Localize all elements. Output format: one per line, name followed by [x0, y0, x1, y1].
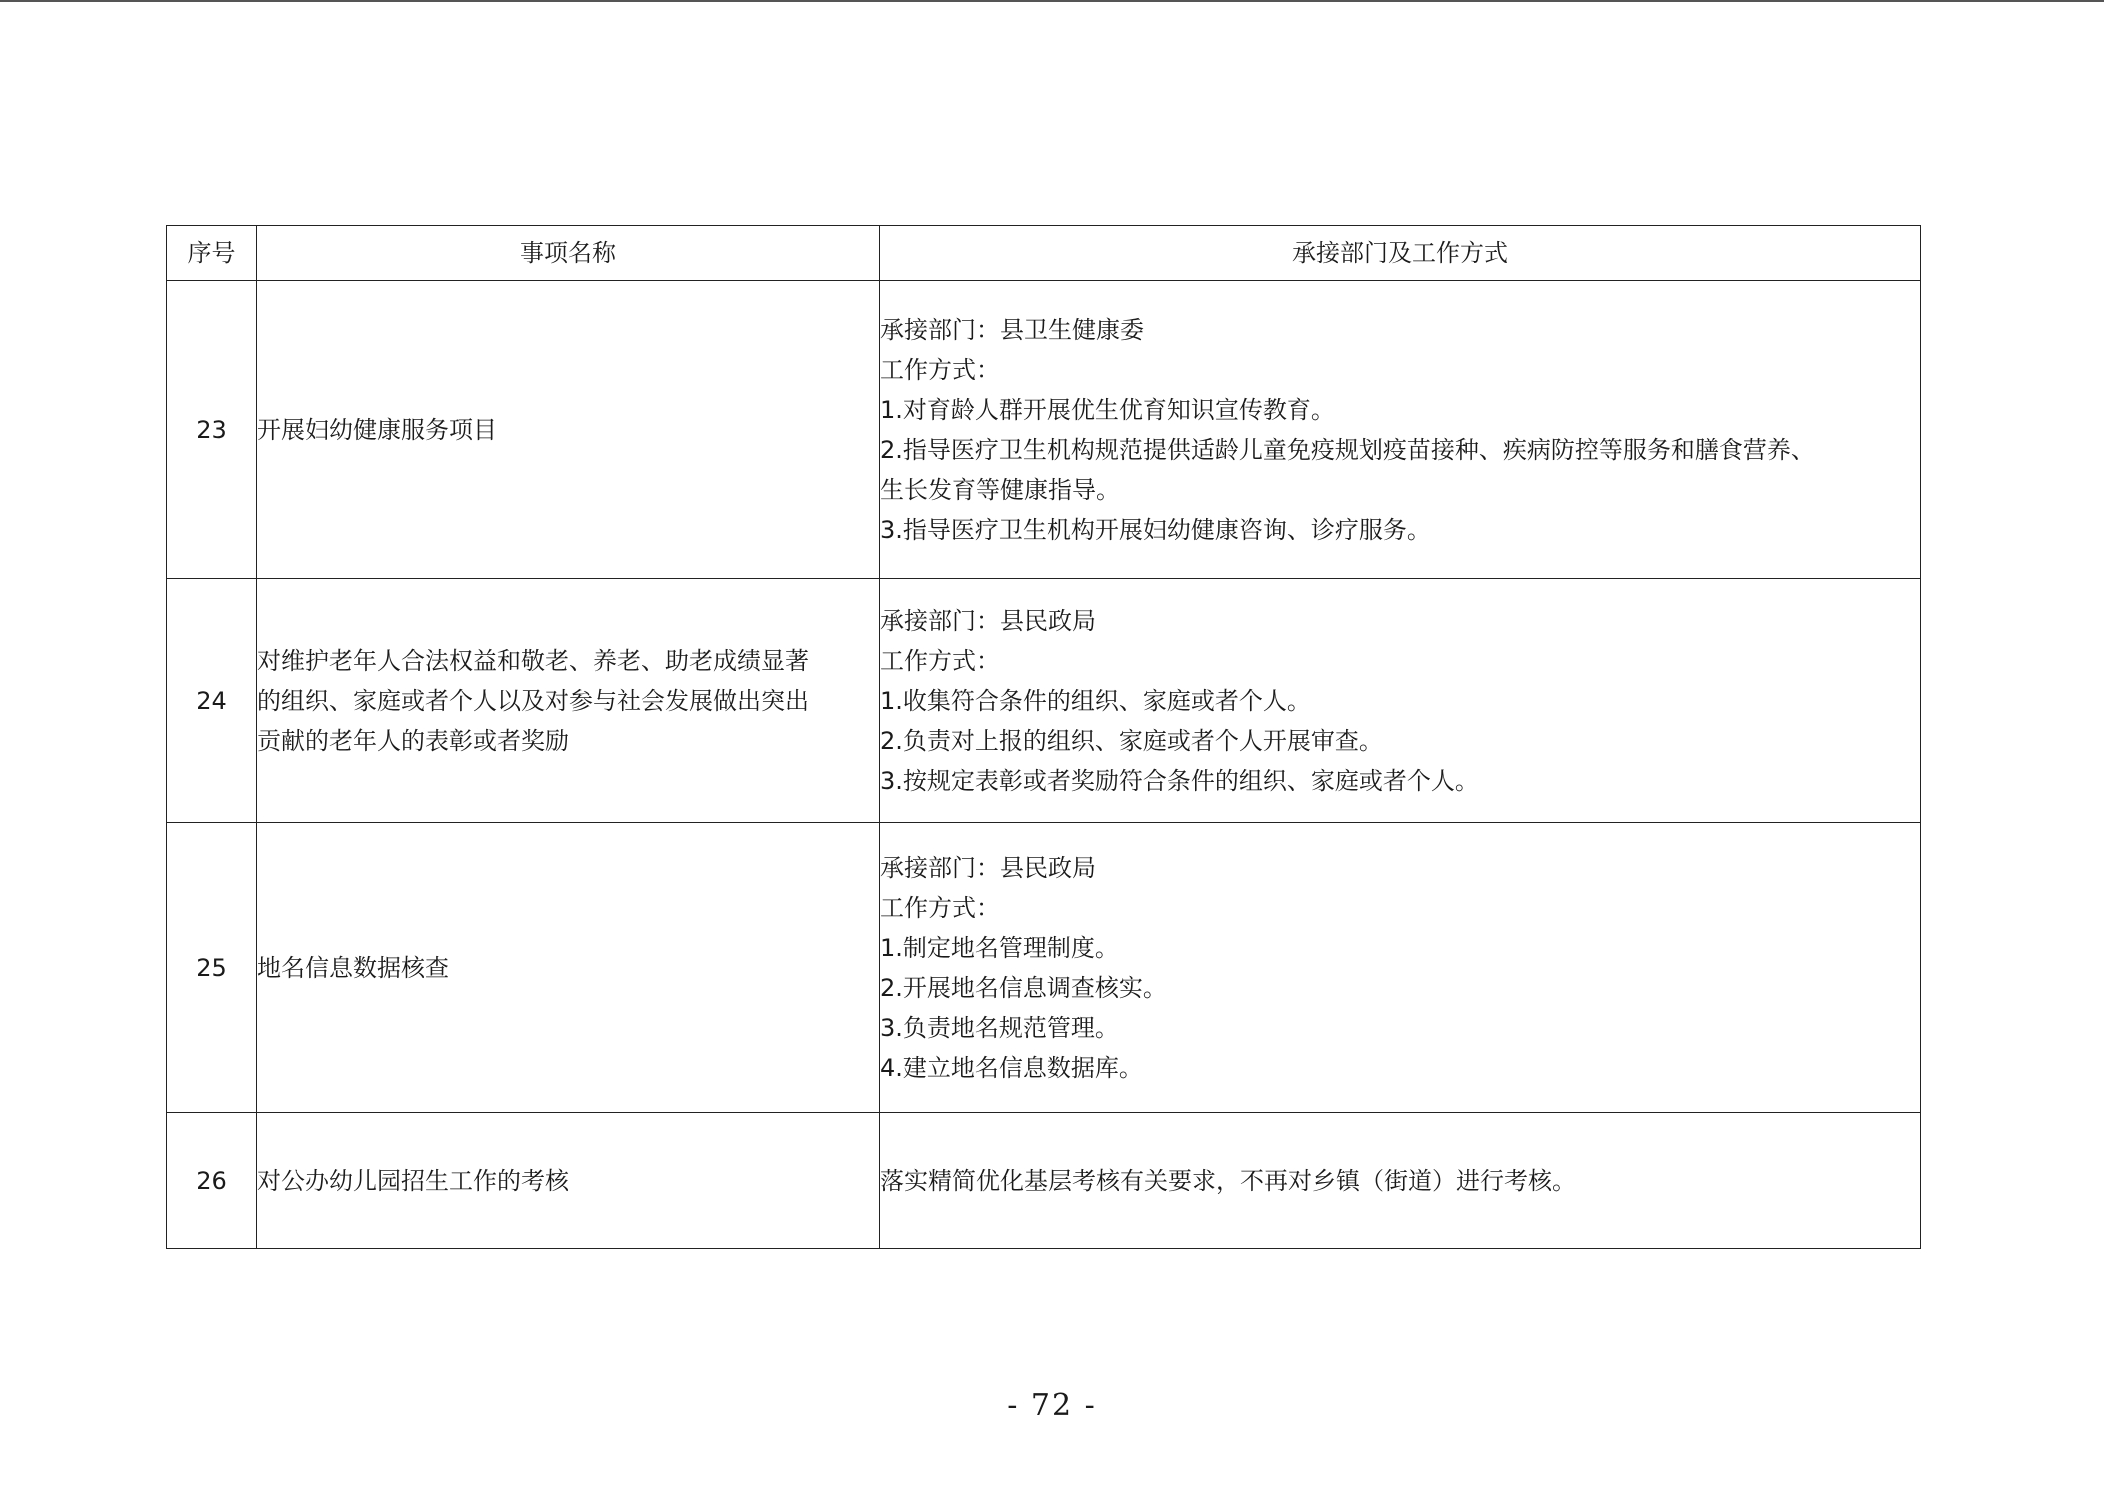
page-number: - 72 -	[1007, 1388, 1097, 1423]
header-dept-method: 承接部门及工作方式	[880, 226, 1921, 281]
dept-line: 4.建立地名信息数据库。	[880, 1053, 1143, 1082]
dept-line: 承接部门：县民政局	[880, 853, 1096, 882]
dept-line: 1.制定地名管理制度。	[880, 933, 1119, 962]
header-item-name: 事项名称	[257, 226, 880, 281]
row-item-name: 地名信息数据核查	[257, 823, 880, 1113]
dept-line: 落实精简优化基层考核有关要求，不再对乡镇（街道）进行考核。	[880, 1166, 1576, 1195]
name-line: 贡献的老年人的表彰或者奖励	[257, 726, 569, 755]
row-dept-method	[880, 1113, 1921, 1249]
row-item-name: 开展妇幼健康服务项目	[257, 281, 880, 579]
dept-line: 1.对育龄人群开展优生优育知识宣传教育。	[880, 395, 1335, 424]
name-line: 对维护老年人合法权益和敬老、养老、助老成绩显著	[257, 646, 809, 675]
dept-line: 2.负责对上报的组织、家庭或者个人开展审查。	[880, 726, 1383, 755]
dept-line: 3.指导医疗卫生机构开展妇幼健康咨询、诊疗服务。	[880, 515, 1431, 544]
row-dept-method	[880, 823, 1921, 1113]
table-row	[167, 823, 1921, 1113]
items-table	[166, 225, 1921, 1249]
dept-line: 生长发育等健康指导。	[880, 475, 1120, 504]
name-line: 的组织、家庭或者个人以及对参与社会发展做出突出	[257, 686, 809, 715]
dept-line: 2.指导医疗卫生机构规范提供适龄儿童免疫规划疫苗接种、疾病防控等服务和膳食营养、	[880, 435, 1815, 464]
top-border-line	[0, 0, 2104, 2]
dept-line: 1.收集符合条件的组织、家庭或者个人。	[880, 686, 1311, 715]
dept-line: 承接部门：县卫生健康委	[880, 315, 1144, 344]
table-header-row	[167, 226, 1921, 281]
dept-line: 2.开展地名信息调查核实。	[880, 973, 1167, 1002]
header-seq: 序号	[167, 226, 257, 281]
dept-line: 3.按规定表彰或者奖励符合条件的组织、家庭或者个人。	[880, 766, 1479, 795]
dept-line: 工作方式：	[880, 355, 1000, 384]
dept-line: 工作方式：	[880, 893, 1000, 922]
row-dept-method	[880, 579, 1921, 823]
row-dept-method	[880, 281, 1921, 579]
table-row	[167, 1113, 1921, 1249]
row-seq: 23	[167, 281, 257, 579]
row-seq: 24	[167, 579, 257, 823]
table-row	[167, 281, 1921, 579]
dept-line: 3.负责地名规范管理。	[880, 1013, 1119, 1042]
row-seq: 26	[167, 1113, 257, 1249]
dept-line: 工作方式：	[880, 646, 1000, 675]
table-row	[167, 579, 1921, 823]
row-seq: 25	[167, 823, 257, 1113]
row-item-name	[257, 579, 880, 823]
row-item-name: 对公办幼儿园招生工作的考核	[257, 1113, 880, 1249]
dept-line: 承接部门：县民政局	[880, 606, 1096, 635]
